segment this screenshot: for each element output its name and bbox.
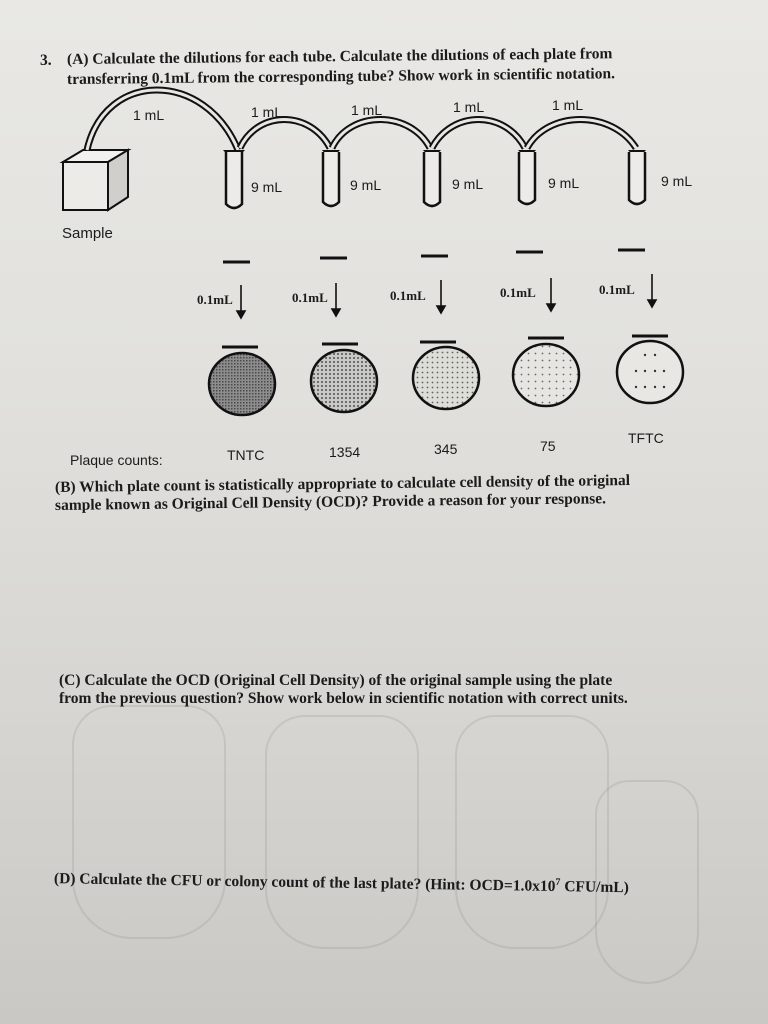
tube-1 (226, 152, 242, 208)
tube-volume-3: 9 mL (452, 176, 484, 192)
plating-arrow-2 (332, 309, 340, 316)
transfer-label-4: 1 mL (453, 99, 485, 115)
plate-5 (617, 341, 683, 403)
plaque-count-2: 1354 (329, 444, 361, 460)
plating-label-4: 0.1mL (500, 285, 536, 300)
transfer-label-2: 1 mL (251, 104, 283, 120)
plate-4 (513, 344, 579, 406)
part-d-text: (D) Calculate the CFU or colony count of the last plate? (Hint: OCD=1.0x10 (53, 870, 556, 896)
plating-label-2: 0.1mL (292, 290, 328, 305)
part-b-line-2: sample known as Original Cell Density (OCD)? Provide a reason for your response. (54, 490, 607, 514)
tube-5 (629, 152, 645, 204)
ghost-tube-3 (455, 715, 609, 949)
plate-3 (413, 347, 479, 409)
tube-4 (519, 152, 535, 204)
part-c-line-1: (C) Calculate the OCD (Original Cell Density) of the original sample using the plate (59, 672, 613, 689)
ghost-tube-2 (265, 715, 419, 949)
plating-label-5: 0.1mL (599, 282, 635, 297)
sample-cube-icon (63, 150, 128, 210)
tube-3 (424, 152, 440, 206)
tube-2 (323, 152, 339, 206)
part-a-line-1: (A) Calculate the dilutions for each tube. Calculate the dilutions of each plate from (66, 45, 613, 68)
part-a-line-2: transferring 0.1mL from the corresponding tube? Show work in scientific notation. (66, 65, 616, 88)
part-d-units: CFU/mL) (560, 878, 629, 897)
plaque-counts-label: Plaque counts: (70, 452, 163, 468)
transfer-label-3: 1 mL (351, 102, 383, 118)
dilution-diagram (0, 0, 768, 470)
part-c-line-2: from the previous question? Show work below in scientific notation with correct units. (59, 690, 628, 707)
plating-label-1: 0.1mL (197, 292, 233, 307)
tube-volume-5: 9 mL (661, 173, 693, 189)
plating-arrow-5 (648, 300, 656, 307)
transfer-arc-5 (527, 120, 636, 149)
part-d-exponent: 7 (555, 876, 561, 888)
plating-arrow-4 (547, 304, 555, 311)
tube-volume-2: 9 mL (350, 177, 382, 193)
plaque-count-5: TFTC (628, 430, 664, 446)
plaque-count-1: TNTC (227, 447, 265, 463)
plating-arrow-1 (237, 311, 245, 318)
part-b-line-1: (B) Which plate count is statistically appropriate to calculate cell density of the original (54, 471, 631, 496)
plaque-count-4: 75 (540, 438, 556, 454)
transfer-arc-3 (332, 120, 430, 149)
plaque-count-3: 345 (434, 441, 458, 457)
transfer-arc-2 (240, 120, 330, 149)
sample-label: Sample (62, 225, 113, 242)
transfer-label-1: 1 mL (133, 107, 165, 123)
plating-arrow-3 (437, 306, 445, 313)
tube-volume-4: 9 mL (548, 175, 580, 191)
transfer-arc-4 (432, 120, 525, 149)
question-number: 3. (40, 52, 52, 69)
ghost-tube-1 (72, 705, 226, 939)
transfer-label-5: 1 mL (552, 97, 584, 113)
plate-1 (209, 353, 275, 415)
plate-2 (311, 350, 377, 412)
tube-volume-1: 9 mL (251, 179, 283, 195)
plating-label-3: 0.1mL (390, 288, 426, 303)
